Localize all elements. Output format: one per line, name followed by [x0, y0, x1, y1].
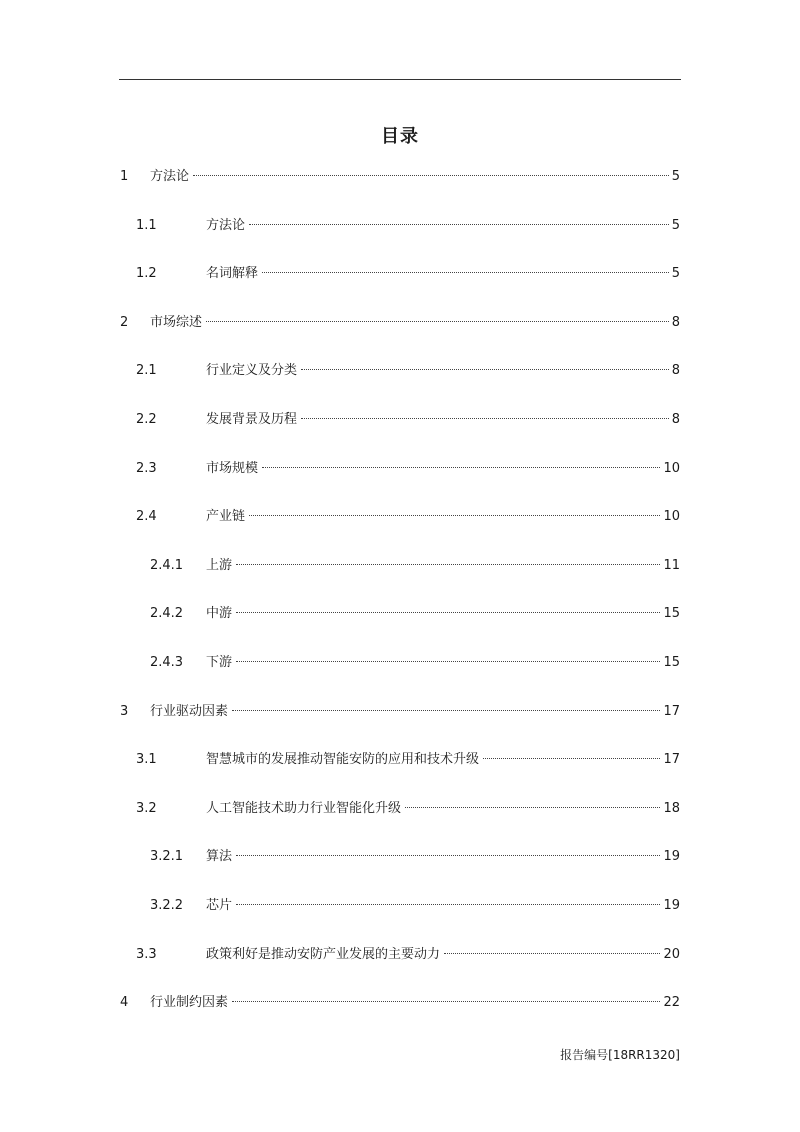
toc-entry-line	[150, 313, 680, 333]
toc-entry-number: 2.4.1	[150, 557, 184, 573]
toc-entry-number: 2.4.2	[150, 606, 184, 622]
toc-entry-page: 8	[671, 412, 680, 427]
toc-entry-line	[206, 556, 680, 576]
toc-entry-label[interactable]: 方法论	[206, 217, 246, 233]
toc-entry-label[interactable]: 行业驱动因素	[150, 703, 229, 719]
toc-entry[interactable]	[120, 653, 680, 673]
toc-entry-number: 4	[120, 995, 129, 1011]
toc-entry-number: 3.1	[136, 752, 157, 768]
toc-entry[interactable]	[120, 507, 680, 527]
toc-dot-leader	[236, 612, 660, 613]
toc-entry[interactable]	[120, 750, 680, 770]
toc-entry-line	[150, 993, 680, 1013]
toc-entry-page: 19	[663, 898, 680, 913]
toc-title: 目录	[381, 126, 419, 147]
toc-entry[interactable]	[120, 896, 680, 916]
toc-dot-leader	[236, 855, 660, 856]
toc-entry[interactable]	[120, 799, 680, 819]
toc-entry-number: 1.1	[136, 217, 157, 233]
toc-entry-line	[206, 653, 680, 673]
toc-entry-number: 1.2	[136, 266, 157, 282]
toc-dot-leader	[444, 953, 660, 954]
toc-entry-page: 19	[663, 849, 680, 865]
toc-entry-page: 20	[663, 946, 680, 962]
toc-entry[interactable]	[120, 945, 680, 965]
toc-entry[interactable]	[120, 410, 680, 430]
toc-entry-number: 3.2	[136, 800, 157, 816]
toc-entry-label[interactable]: 市场规模	[206, 460, 259, 476]
toc-entry-line	[206, 799, 680, 819]
toc-entry-label[interactable]: 行业制约因素	[150, 995, 229, 1011]
toc-entry-number: 2.4.3	[150, 655, 184, 670]
toc-entry-line	[206, 361, 680, 381]
toc-entry-line	[206, 459, 680, 479]
toc-entry[interactable]	[120, 459, 680, 479]
toc-entry-label[interactable]: 中游	[206, 606, 233, 622]
toc-entry-number: 3.2.2	[150, 898, 184, 913]
toc-entry-label[interactable]: 算法	[206, 849, 233, 865]
toc-entry-number: 2	[120, 314, 129, 330]
toc-entry-label[interactable]: 市场综述	[150, 314, 203, 330]
toc-entry-number: 2.1	[136, 363, 157, 379]
toc-entry-line	[206, 896, 680, 916]
toc-entry-page: 10	[663, 509, 680, 525]
toc-entry[interactable]	[120, 361, 680, 381]
toc-dot-leader	[206, 321, 669, 322]
toc-entry-line	[206, 847, 680, 867]
toc-entry[interactable]	[120, 556, 680, 576]
toc-dot-leader	[236, 564, 660, 565]
toc-dot-leader	[262, 272, 669, 273]
toc-entry-page: 11	[663, 557, 680, 573]
toc-entry-number: 2.2	[136, 412, 157, 427]
toc-entry-label[interactable]: 发展背景及历程	[206, 412, 298, 427]
toc-entry-label[interactable]: 方法论	[150, 169, 190, 184]
toc-entry-page: 15	[663, 606, 680, 622]
toc-entry-label[interactable]: 芯片	[206, 898, 233, 913]
toc-entry-page: 22	[663, 995, 680, 1011]
toc-entry-label[interactable]: 政策利好是推动安防产业发展的主要动力	[206, 946, 441, 962]
toc-entry-line	[206, 507, 680, 527]
toc-entry-label[interactable]: 智慧城市的发展推动智能安防的应用和技术升级	[206, 752, 480, 768]
toc-dot-leader	[301, 418, 669, 419]
toc-entry-page: 10	[663, 460, 680, 476]
toc-entry[interactable]	[120, 264, 680, 284]
toc-entry[interactable]	[120, 702, 680, 722]
toc-dot-leader	[262, 467, 660, 468]
toc-entry-label[interactable]: 下游	[206, 655, 233, 670]
toc-entry-line	[150, 702, 680, 722]
toc-entry-number: 2.4	[136, 509, 157, 525]
toc-entry-line	[206, 945, 680, 965]
toc-entry-page: 5	[671, 217, 680, 233]
toc-entry-page: 8	[671, 314, 680, 330]
toc-entry-label[interactable]: 名词解释	[206, 266, 259, 282]
toc-entry[interactable]	[120, 993, 680, 1013]
toc-entry-label[interactable]: 行业定义及分类	[206, 363, 298, 379]
toc-entry-line	[206, 264, 680, 284]
toc-entry-page: 17	[663, 752, 680, 768]
toc-dot-leader	[236, 904, 660, 905]
toc-entry[interactable]	[120, 313, 680, 333]
toc-entry-page: 18	[663, 800, 680, 816]
toc-entry-number: 3.3	[136, 946, 157, 962]
toc-entry-page: 15	[663, 655, 680, 670]
toc-entry-number: 3.2.1	[150, 849, 184, 865]
toc-entry-line	[150, 167, 680, 187]
toc-entry-page: 5	[671, 266, 680, 282]
toc-entry-line	[206, 410, 680, 430]
toc-entry-label[interactable]: 上游	[206, 557, 233, 573]
header-rule	[119, 79, 681, 80]
toc-entry[interactable]	[120, 604, 680, 624]
toc-dot-leader	[232, 710, 660, 711]
toc-entry-line	[206, 750, 680, 770]
toc-dot-leader	[232, 1001, 660, 1002]
toc-entry-line	[206, 216, 680, 236]
toc-dot-leader	[236, 661, 660, 662]
toc-entry-page: 8	[671, 363, 680, 379]
toc-entry-number: 3	[120, 703, 129, 719]
toc-dot-leader	[249, 515, 660, 516]
report-code: 报告编号[18RR1320]	[560, 1048, 680, 1062]
toc-entry[interactable]	[120, 216, 680, 236]
toc-entry-line	[206, 604, 680, 624]
toc-dot-leader	[483, 758, 660, 759]
toc-entry-label[interactable]: 产业链	[206, 509, 246, 525]
toc-entry-label[interactable]: 人工智能技术助力行业智能化升级	[206, 800, 402, 816]
toc-dot-leader	[405, 807, 660, 808]
toc-entry[interactable]	[120, 847, 680, 867]
toc-entry[interactable]	[120, 167, 680, 187]
toc-dot-leader	[301, 369, 669, 370]
toc-entry-page: 5	[671, 169, 680, 184]
toc-entry-number: 1	[120, 169, 129, 184]
toc-dot-leader	[193, 175, 669, 176]
toc-dot-leader	[249, 224, 669, 225]
toc-entry-number: 2.3	[136, 460, 157, 476]
toc-entry-page: 17	[663, 703, 680, 719]
